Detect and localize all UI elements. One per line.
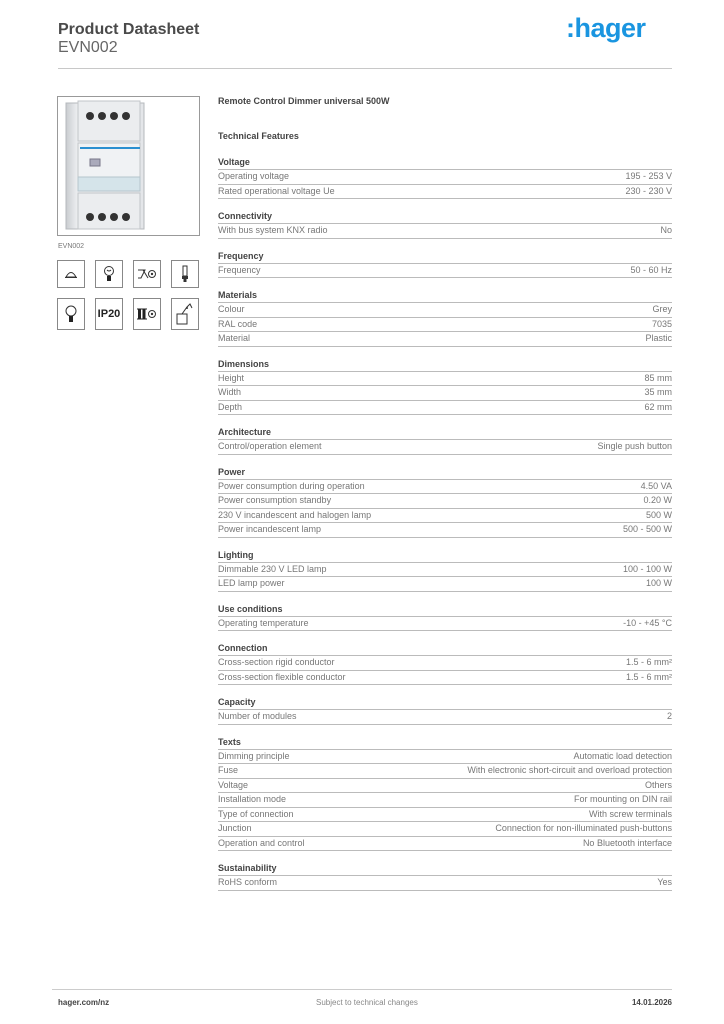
spec-value: No xyxy=(660,225,672,235)
footer-date: 14.01.2026 xyxy=(631,998,672,1007)
spec-value: 195 - 253 V xyxy=(625,171,672,181)
feature-icon-grid xyxy=(57,260,199,326)
spec-label: Colour xyxy=(218,304,245,314)
spec-label: Control/operation element xyxy=(218,441,322,451)
spec-label: RAL code xyxy=(218,318,258,329)
spec-row xyxy=(218,185,672,200)
spec-section xyxy=(218,863,672,891)
spec-row xyxy=(218,750,672,765)
spec-value: 85 mm xyxy=(644,372,672,383)
spec-value: With electronic short-circuit and overload protection xyxy=(467,765,672,775)
spec-value: Single push button xyxy=(597,441,672,451)
section-heading: Materials xyxy=(218,290,672,303)
spec-label: Frequency xyxy=(218,264,261,275)
spec-row xyxy=(218,808,672,823)
section-heading: Architecture xyxy=(218,427,672,440)
spec-label: Operating temperature xyxy=(218,617,309,628)
spec-value: Automatic load detection xyxy=(573,750,672,761)
technical-features xyxy=(218,96,672,891)
halogen-bulb-icon xyxy=(95,260,123,288)
spec-value: No Bluetooth interface xyxy=(582,837,672,848)
spec-value: 100 - 100 W xyxy=(622,563,672,574)
section-heading: Sustainability xyxy=(218,863,672,876)
footer-website-link[interactable]: hager.com/nz xyxy=(58,998,110,1007)
section-heading: Connection xyxy=(218,643,672,656)
spec-section xyxy=(218,427,672,455)
transformer-dimming-icon xyxy=(133,260,161,288)
spec-label: Material xyxy=(218,333,251,343)
section-heading: Voltage xyxy=(218,157,672,170)
spec-value: 100 W xyxy=(645,578,672,588)
spec-row xyxy=(218,822,672,837)
spec-section xyxy=(218,251,672,279)
spec-row xyxy=(218,656,672,671)
section-heading: Connectivity xyxy=(218,211,672,224)
spec-row xyxy=(218,577,672,592)
spec-value: 0.20 W xyxy=(643,495,672,505)
spec-row xyxy=(218,401,672,416)
spec-label: Rated operational voltage Ue xyxy=(218,185,335,196)
spec-row xyxy=(218,440,672,455)
spec-value: 500 - 500 W xyxy=(622,524,672,534)
section-heading: Use conditions xyxy=(218,604,672,617)
spec-row xyxy=(218,876,672,891)
spec-label: LED lamp power xyxy=(218,578,285,588)
spec-value: 4.50 VA xyxy=(640,480,672,491)
spec-row xyxy=(218,563,672,578)
spec-row xyxy=(218,303,672,318)
spec-section xyxy=(218,550,672,592)
spec-row xyxy=(218,332,672,347)
spec-label: Dimmable 230 V LED lamp xyxy=(218,563,327,574)
spec-row xyxy=(218,509,672,524)
spec-label: Cross-section rigid conductor xyxy=(218,657,335,667)
spec-row xyxy=(218,170,672,185)
spec-value: 50 - 60 Hz xyxy=(630,264,672,275)
ceiling-lamp-icon xyxy=(57,260,85,288)
spec-row xyxy=(218,494,672,509)
push-button-control-icon xyxy=(171,298,199,330)
compact-fluorescent-icon xyxy=(171,260,199,288)
spec-label: Number of modules xyxy=(218,711,297,721)
spec-row xyxy=(218,523,672,538)
page-title: Product Datasheet xyxy=(58,21,200,38)
spec-section xyxy=(218,737,672,852)
technical-features-title: Technical Features xyxy=(218,131,299,141)
spec-row xyxy=(218,764,672,779)
spec-label: Cross-section flexible conductor xyxy=(218,671,346,682)
spec-label: Dimming principle xyxy=(218,750,290,761)
spec-value: 1.5 - 6 mm² xyxy=(625,657,672,667)
electronic-transformer-icon xyxy=(133,298,161,330)
spec-value: -10 - +45 °C xyxy=(623,617,672,628)
section-heading: Lighting xyxy=(218,550,672,563)
spec-label: Type of connection xyxy=(218,808,294,819)
footer-notice: Subject to technical changes xyxy=(316,998,418,1007)
spec-value: With screw terminals xyxy=(588,808,672,819)
section-heading: Power xyxy=(218,467,672,480)
spec-label: Power consumption standby xyxy=(218,495,332,505)
spec-label: Power incandescent lamp xyxy=(218,524,322,534)
spec-row xyxy=(218,793,672,808)
spec-label: Power consumption during operation xyxy=(218,480,365,491)
spec-row xyxy=(218,779,672,794)
spec-value: 62 mm xyxy=(644,401,672,412)
spec-row xyxy=(218,480,672,495)
spec-value: Plastic xyxy=(645,333,672,343)
spec-section xyxy=(218,697,672,725)
incandescent-bulb-icon xyxy=(57,298,85,330)
spec-row xyxy=(218,372,672,387)
spec-section xyxy=(218,604,672,632)
spec-value: Connection for non-illuminated push-buttons xyxy=(495,823,672,833)
spec-sections xyxy=(218,157,672,891)
spec-label: Height xyxy=(218,372,245,383)
product-code: EVN002 xyxy=(58,39,118,56)
spec-section xyxy=(218,290,672,347)
section-heading: Capacity xyxy=(218,697,672,710)
spec-label: Operating voltage xyxy=(218,171,290,181)
spec-value: Others xyxy=(644,779,672,790)
spec-row xyxy=(218,671,672,686)
spec-row xyxy=(218,264,672,279)
spec-label: With bus system KNX radio xyxy=(218,225,328,235)
spec-row xyxy=(218,386,672,401)
spec-value: 2 xyxy=(666,711,672,721)
spec-label: Width xyxy=(218,387,242,397)
spec-section xyxy=(218,359,672,416)
spec-section xyxy=(218,643,672,685)
spec-value: 1.5 - 6 mm² xyxy=(625,671,672,682)
spec-row xyxy=(218,617,672,632)
product-image-caption: EVN002 xyxy=(58,243,85,250)
spec-section xyxy=(218,211,672,239)
product-name: Remote Control Dimmer universal 500W xyxy=(218,96,390,106)
spec-value: 230 - 230 V xyxy=(625,185,672,196)
spec-label: RoHS conform xyxy=(218,877,278,887)
section-heading: Dimensions xyxy=(218,359,672,372)
spec-value: Yes xyxy=(657,877,672,887)
din-rail-dimmer-illustration xyxy=(58,97,199,235)
spec-label: Depth xyxy=(218,401,243,412)
ip20-icon: IP20 xyxy=(95,298,123,330)
spec-label: 230 V incandescent and halogen lamp xyxy=(218,509,372,520)
spec-value: For mounting on DIN rail xyxy=(573,794,672,804)
spec-row xyxy=(218,224,672,239)
section-heading: Texts xyxy=(218,737,672,750)
product-image xyxy=(57,96,200,236)
footer-divider xyxy=(52,989,672,990)
spec-row xyxy=(218,318,672,333)
spec-value: Grey xyxy=(652,304,672,314)
spec-section xyxy=(218,467,672,538)
header-divider xyxy=(58,68,672,69)
spec-label: Junction xyxy=(218,823,252,833)
spec-value: 500 W xyxy=(645,509,672,520)
spec-value: 35 mm xyxy=(644,387,672,397)
section-heading: Frequency xyxy=(218,251,672,264)
spec-row xyxy=(218,710,672,725)
spec-label: Fuse xyxy=(218,765,239,775)
spec-section xyxy=(218,157,672,199)
spec-value: 7035 xyxy=(651,318,672,329)
spec-label: Voltage xyxy=(218,779,249,790)
hager-logo: :hager xyxy=(566,13,646,43)
spec-row xyxy=(218,837,672,852)
spec-label: Installation mode xyxy=(218,794,287,804)
spec-label: Operation and control xyxy=(218,837,305,848)
